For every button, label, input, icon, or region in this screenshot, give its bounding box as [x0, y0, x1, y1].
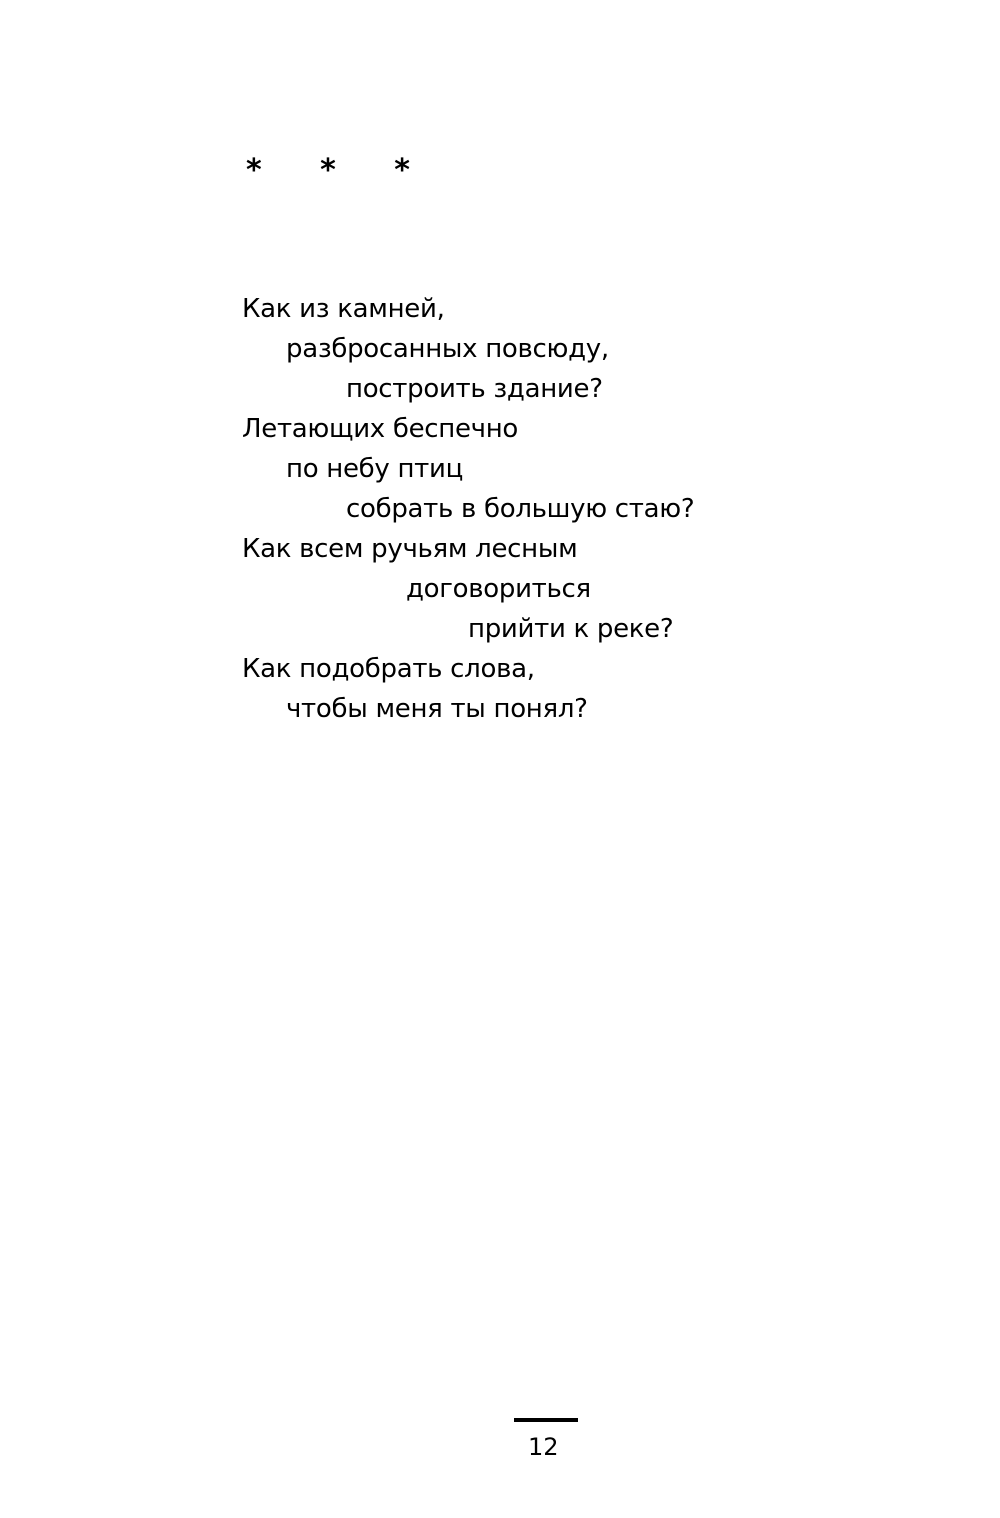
poem-line: Летающих беспечно [242, 414, 519, 444]
poem-line: по небу птиц [286, 454, 463, 484]
poem-line: договориться [406, 574, 591, 604]
folio-rule [514, 1418, 578, 1422]
poem-line: Как подобрать слова, [242, 654, 535, 684]
poem-line: Как всем ручьям лесным [242, 534, 578, 564]
poem-line: собрать в большую стаю? [346, 494, 695, 524]
poem-line: чтобы меня ты понял? [286, 694, 588, 724]
poem-line: Как из камней, [242, 294, 445, 324]
page-number: 12 [528, 1433, 559, 1461]
poem-line: построить здание? [346, 374, 603, 404]
poem-line: прийти к реке? [468, 614, 674, 644]
poem-line: разбросанных повсюду, [286, 334, 609, 364]
section-break-asterisks: * * * [246, 153, 434, 188]
